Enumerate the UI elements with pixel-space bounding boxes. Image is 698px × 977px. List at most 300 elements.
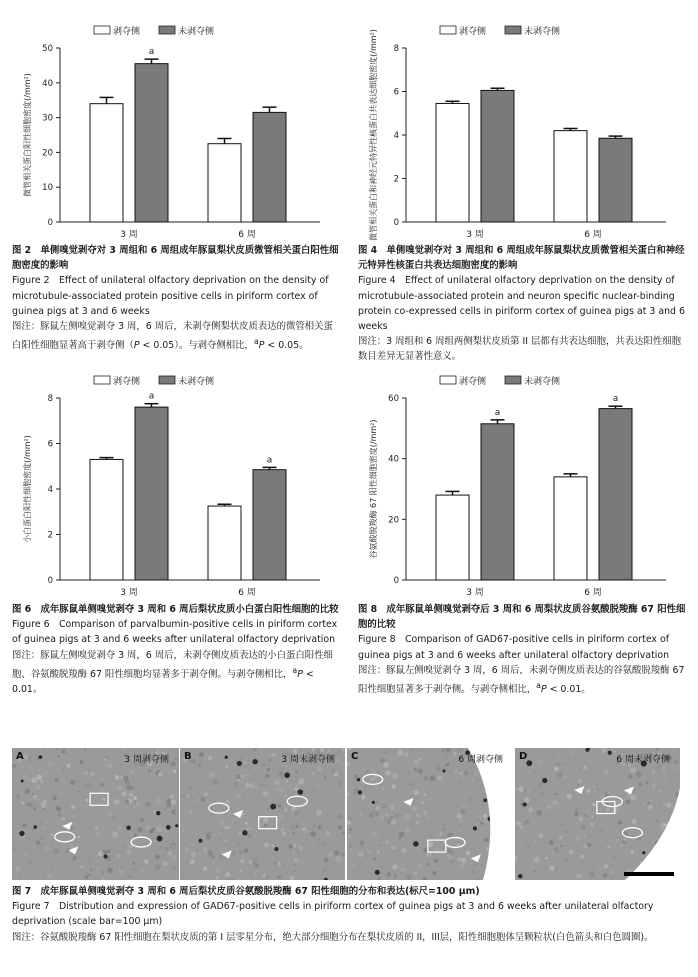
tissue-speckle	[547, 861, 549, 863]
fig4-y-tick-label-1: 2	[393, 174, 399, 185]
tissue-speckle	[443, 827, 446, 830]
tissue-speckle	[381, 851, 382, 852]
tissue-speckle	[472, 871, 475, 874]
tissue-speckle	[661, 827, 664, 830]
tissue-speckle	[250, 783, 255, 788]
tissue-speckle	[519, 826, 522, 829]
tissue-speckle	[21, 802, 24, 805]
tissue-speckle	[335, 856, 341, 862]
tissue-speckle	[596, 784, 598, 786]
tissue-speckle	[595, 799, 597, 801]
tissue-speckle	[87, 824, 89, 826]
tissue-speckle	[373, 857, 376, 860]
tissue-speckle	[414, 790, 419, 795]
tissue-speckle	[38, 817, 42, 821]
tissue-speckle	[393, 873, 397, 877]
tissue-speckle	[129, 832, 134, 837]
figure-4-zh-title: 图 4 单侧嗅觉剥夺对 3 周组和 6 周组成年豚鼠梨状皮质微管相关蛋白和神经元特异性核蛋白共表达细胞密度的影响	[358, 245, 685, 272]
tissue-speckle	[64, 817, 66, 819]
fig2-legend-swatch-0	[94, 26, 110, 34]
fig8-annotation-0: a	[494, 407, 501, 418]
tissue-speckle	[49, 875, 52, 878]
tissue-speckle	[324, 776, 326, 778]
tissue-speckle	[296, 783, 299, 786]
positive-cell	[156, 811, 161, 816]
tissue-speckle	[212, 779, 218, 785]
tissue-speckle	[137, 859, 142, 864]
tissue-speckle	[41, 871, 47, 877]
tissue-speckle	[557, 754, 562, 759]
tissue-speckle	[155, 798, 160, 803]
tissue-speckle	[121, 843, 127, 849]
tissue-speckle	[240, 859, 244, 863]
tissue-speckle	[78, 836, 80, 838]
tissue-speckle	[590, 823, 594, 827]
tissue-speckle	[239, 850, 243, 854]
fig2-y-tick-label-4: 40	[42, 78, 53, 89]
tissue-speckle	[671, 762, 672, 763]
tissue-speckle	[392, 864, 397, 869]
tissue-speckle	[203, 867, 207, 871]
tissue-speckle	[18, 872, 21, 875]
tissue-speckle	[368, 850, 370, 852]
positive-cell	[225, 756, 228, 759]
tissue-speckle	[191, 843, 193, 845]
tissue-speckle	[86, 782, 92, 788]
tissue-speckle	[142, 799, 143, 800]
tissue-speckle	[191, 759, 196, 764]
tissue-speckle	[229, 812, 231, 814]
tissue-speckle	[294, 787, 298, 791]
tissue-speckle	[292, 862, 296, 866]
tissue-speckle	[237, 779, 240, 782]
tissue-speckle	[26, 802, 30, 806]
tissue-speckle	[339, 796, 340, 797]
tissue-speckle	[137, 827, 143, 833]
tissue-speckle	[43, 808, 45, 810]
tissue-speckle	[675, 773, 677, 775]
tissue-speckle	[437, 775, 443, 781]
tissue-speckle	[191, 852, 196, 857]
tissue-speckle	[554, 847, 560, 853]
tissue-speckle	[555, 867, 559, 871]
figure-6-chart	[12, 372, 342, 602]
tissue-speckle	[274, 826, 275, 827]
fig2-y-tick-label-1: 10	[42, 183, 53, 194]
fig2-y-axis-label: 微管相关蛋白阳性细胞密度(/mm²)	[23, 73, 32, 197]
tissue-speckle	[366, 770, 368, 772]
fig4-x-tick-label-0: 3 周	[466, 230, 484, 240]
tissue-speckle	[48, 761, 54, 767]
tissue-speckle	[615, 765, 617, 767]
positive-cell	[242, 830, 247, 835]
positive-cell	[270, 804, 276, 810]
tissue-speckle	[441, 749, 445, 753]
tissue-speckle	[299, 856, 301, 858]
tissue-speckle	[460, 769, 461, 770]
tissue-speckle	[155, 864, 161, 870]
tissue-speckle	[463, 807, 465, 809]
tissue-speckle	[277, 862, 281, 866]
tissue-speckle	[127, 849, 132, 854]
panel-d-label: 6 周未剥夺侧	[616, 755, 670, 765]
tissue-speckle	[272, 753, 276, 757]
tissue-speckle	[390, 816, 392, 818]
tissue-speckle	[171, 855, 177, 861]
tissue-speckle	[107, 763, 113, 769]
figure-7-en-title: Figure 7 Distribution and expression of GAD67-positive cells in piriform cortex of guinea pigs at 3 and 6 weeks after unilateral olfactory deprivation (scale bar=100 μm)	[12, 901, 654, 928]
tissue-speckle	[14, 872, 18, 876]
tissue-speckle	[288, 844, 293, 849]
tissue-speckle	[55, 778, 59, 782]
tissue-speckle	[87, 765, 92, 770]
fig6-annotation-1: a	[266, 455, 273, 466]
positive-cell	[608, 751, 612, 755]
micrograph-b-image	[180, 748, 345, 880]
tissue-speckle	[313, 825, 315, 827]
positive-cell	[358, 790, 362, 794]
tissue-speckle	[579, 808, 580, 809]
tissue-speckle	[212, 861, 215, 864]
tissue-speckle	[536, 810, 542, 816]
tissue-speckle	[15, 867, 20, 872]
tissue-speckle	[53, 796, 57, 800]
tissue-speckle	[228, 826, 231, 829]
tissue-speckle	[186, 793, 190, 797]
tissue-speckle	[88, 751, 89, 752]
tissue-speckle	[132, 862, 135, 865]
fig2-legend-label-0: 剥夺侧	[113, 27, 141, 37]
tissue-speckle	[219, 855, 224, 860]
tissue-speckle	[114, 799, 120, 805]
tissue-speckle	[481, 806, 484, 809]
tissue-speckle	[302, 823, 304, 825]
tissue-speckle	[237, 793, 242, 798]
tissue-speckle	[245, 822, 248, 825]
tissue-speckle	[400, 867, 404, 871]
tissue-speckle	[112, 831, 118, 837]
micrograph-d-image	[515, 748, 680, 880]
positive-cell	[39, 755, 43, 759]
tissue-speckle	[483, 814, 488, 819]
tissue-speckle	[383, 762, 388, 767]
tissue-speckle	[610, 769, 615, 774]
tissue-speckle	[407, 771, 409, 773]
tissue-speckle	[516, 862, 520, 866]
tissue-speckle	[261, 824, 263, 826]
tissue-speckle	[145, 802, 150, 807]
tissue-speckle	[322, 842, 326, 846]
tissue-speckle	[575, 836, 581, 842]
tissue-speckle	[570, 821, 575, 826]
figure-2-note: 图注：豚鼠左侧嗅觉剥夺 3 周，6 周后，未剥夺侧梨状皮质表达的微管相关蛋白阳性细胞显著高于剥夺侧（P < 0.05）。与剥夺侧相比，$^a$P < 0.05。	[12, 321, 333, 352]
tissue-speckle	[255, 786, 257, 788]
tissue-speckle	[595, 791, 596, 792]
tissue-speckle	[325, 793, 328, 796]
figure-4-svg	[358, 22, 688, 244]
tissue-speckle	[663, 802, 666, 805]
fig8-y-tick-label-1: 20	[388, 515, 399, 526]
tissue-speckle	[170, 795, 174, 799]
tissue-speckle	[561, 824, 564, 827]
tissue-speckle	[204, 793, 207, 796]
tissue-speckle	[399, 836, 402, 839]
tissue-speckle	[174, 756, 178, 760]
tissue-speckle	[430, 775, 436, 781]
tissue-speckle	[262, 791, 268, 797]
tissue-speckle	[580, 855, 584, 859]
tissue-speckle	[528, 807, 533, 812]
tissue-speckle	[603, 810, 606, 813]
tissue-speckle	[417, 816, 419, 818]
tissue-speckle	[73, 822, 75, 824]
tissue-speckle	[385, 791, 390, 796]
tissue-speckle	[628, 774, 633, 779]
tissue-speckle	[442, 798, 444, 800]
tissue-speckle	[236, 774, 241, 779]
tissue-speckle	[112, 758, 114, 760]
tissue-speckle	[191, 797, 192, 798]
tissue-speckle	[252, 858, 258, 864]
tissue-speckle	[566, 845, 567, 846]
tissue-speckle	[575, 770, 577, 772]
tissue-speckle	[208, 756, 213, 761]
tissue-speckle	[131, 867, 135, 871]
figure-4-caption	[358, 243, 688, 365]
tissue-speckle	[369, 814, 373, 818]
tissue-speckle	[318, 806, 319, 807]
tissue-speckle	[248, 830, 251, 833]
tissue-speckle	[316, 748, 318, 750]
tissue-speckle	[297, 832, 298, 833]
tissue-speckle	[296, 844, 299, 847]
tissue-speckle	[242, 812, 245, 815]
tissue-speckle	[363, 864, 364, 865]
tissue-speckle	[426, 862, 430, 866]
tissue-speckle	[258, 856, 260, 858]
fig6-bar-0-0	[90, 459, 123, 580]
tissue-speckle	[580, 771, 581, 772]
tissue-speckle	[264, 823, 268, 827]
tissue-speckle	[390, 819, 396, 825]
tissue-speckle	[379, 844, 381, 846]
tissue-speckle	[659, 790, 662, 793]
tissue-speckle	[47, 876, 49, 878]
positive-cell	[175, 824, 178, 827]
tissue-speckle	[641, 853, 642, 854]
tissue-speckle	[423, 793, 426, 796]
tissue-speckle	[392, 773, 397, 778]
tissue-speckle	[115, 775, 120, 780]
figure-7-micrographs	[12, 748, 680, 880]
tissue-speckle	[425, 814, 427, 816]
tissue-speckle	[31, 802, 35, 806]
tissue-speckle	[631, 851, 634, 854]
positive-cell	[33, 825, 37, 829]
tissue-speckle	[519, 821, 520, 822]
tissue-speckle	[239, 869, 243, 873]
tissue-speckle	[42, 770, 48, 776]
tissue-speckle	[457, 823, 463, 829]
tissue-speckle	[524, 856, 526, 858]
tissue-speckle	[95, 831, 100, 836]
fig2-bar-0-0	[90, 104, 123, 222]
tissue-speckle	[586, 810, 590, 814]
tissue-speckle	[28, 861, 32, 865]
tissue-speckle	[646, 781, 649, 784]
tissue-speckle	[446, 807, 447, 808]
tissue-speckle	[243, 761, 248, 766]
tissue-speckle	[95, 826, 98, 829]
tissue-speckle	[561, 845, 563, 847]
tissue-speckle	[457, 804, 459, 806]
tissue-speckle	[52, 845, 54, 847]
tissue-speckle	[163, 861, 168, 866]
tissue-speckle	[557, 772, 563, 778]
tissue-speckle	[385, 818, 389, 822]
tissue-speckle	[473, 813, 476, 816]
tissue-speckle	[549, 788, 551, 790]
tissue-speckle	[564, 850, 565, 851]
tissue-speckle	[141, 807, 143, 809]
tissue-speckle	[340, 761, 345, 766]
tissue-speckle	[282, 832, 286, 836]
tissue-speckle	[228, 814, 230, 816]
tissue-speckle	[377, 850, 380, 853]
tissue-speckle	[27, 788, 29, 790]
tissue-speckle	[526, 789, 530, 793]
tissue-speckle	[91, 772, 94, 775]
tissue-speckle	[60, 792, 62, 794]
tissue-speckle	[224, 871, 226, 873]
tissue-speckle	[109, 839, 111, 841]
tissue-speckle	[240, 775, 243, 778]
tissue-speckle	[315, 783, 321, 789]
tissue-speckle	[469, 798, 474, 803]
fig6-x-tick-label-0: 3 周	[120, 588, 138, 598]
tissue-speckle	[238, 831, 242, 835]
tissue-speckle	[292, 832, 295, 835]
tissue-speckle	[338, 826, 342, 830]
tissue-speckle	[412, 806, 417, 811]
tissue-speckle	[215, 876, 218, 879]
tissue-speckle	[228, 822, 230, 824]
tissue-speckle	[268, 808, 269, 809]
tissue-speckle	[428, 798, 431, 801]
fig2-y-tick-label-2: 20	[42, 148, 53, 159]
tissue-speckle	[583, 845, 588, 850]
tissue-speckle	[521, 781, 524, 784]
tissue-speckle	[171, 844, 175, 848]
tissue-speckle	[38, 759, 42, 763]
tissue-speckle	[185, 847, 189, 851]
tissue-speckle	[579, 817, 583, 821]
tissue-speckle	[522, 818, 524, 820]
tissue-speckle	[643, 803, 645, 805]
tissue-speckle	[538, 833, 543, 838]
tissue-speckle	[212, 856, 215, 859]
tissue-speckle	[15, 794, 21, 800]
tissue-speckle	[439, 832, 442, 835]
tissue-speckle	[250, 869, 254, 873]
tissue-speckle	[399, 831, 405, 837]
tissue-speckle	[206, 799, 210, 803]
tissue-speckle	[460, 809, 466, 815]
tissue-speckle	[293, 870, 296, 873]
positive-cell	[585, 748, 589, 752]
tissue-speckle	[181, 874, 185, 878]
tissue-speckle	[53, 848, 59, 854]
tissue-speckle	[293, 810, 299, 816]
figure-6-zh-title: 图 6 成年豚鼠单侧嗅觉剥夺 3 周和 6 周后梨状皮质小白蛋白阳性细胞的比较	[12, 604, 339, 615]
tissue-speckle	[537, 854, 539, 856]
tissue-speckle	[168, 769, 173, 774]
tissue-speckle	[565, 831, 568, 834]
tissue-speckle	[44, 826, 46, 828]
tissue-speckle	[538, 783, 543, 788]
tissue-speckle	[381, 787, 384, 790]
tissue-speckle	[597, 875, 600, 878]
tissue-speckle	[460, 858, 466, 864]
tissue-speckle	[303, 801, 305, 803]
tissue-speckle	[50, 865, 55, 870]
fig6-y-tick-label-1: 2	[47, 530, 53, 541]
tissue-speckle	[432, 871, 436, 875]
fig4-bar-1-0	[554, 131, 587, 222]
tissue-speckle	[638, 782, 642, 786]
tissue-speckle	[257, 857, 258, 858]
fig4-legend-label-1: 未剥夺侧	[524, 27, 561, 37]
fig6-x-tick-label-1: 6 周	[238, 588, 256, 598]
panel-a-label: 3 周剥夺侧	[124, 755, 169, 765]
fig2-bar-0-1	[135, 64, 168, 222]
tissue-speckle	[286, 780, 289, 783]
tissue-speckle	[446, 768, 448, 770]
tissue-speckle	[412, 783, 414, 785]
tissue-speckle	[380, 759, 385, 764]
tissue-speckle	[615, 855, 617, 857]
tissue-speckle	[670, 799, 671, 800]
tissue-speckle	[332, 864, 334, 866]
tissue-speckle	[171, 762, 176, 767]
tissue-speckle	[324, 858, 328, 862]
tissue-speckle	[119, 868, 125, 874]
tissue-speckle	[461, 864, 464, 867]
tissue-speckle	[318, 823, 323, 828]
tissue-speckle	[204, 815, 207, 818]
positive-cell	[103, 854, 107, 858]
fig8-bar-1-0	[554, 477, 587, 580]
tissue-speckle	[118, 865, 120, 867]
tissue-speckle	[545, 856, 548, 859]
figure-6-en-title: Figure 6 Comparison of parvalbumin-positive cells in piriform cortex of guinea pigs at 3 and 6 weeks after unilateral olfactory deprivation	[12, 619, 338, 646]
tissue-speckle	[121, 791, 126, 796]
panel-a-letter: A	[16, 751, 24, 762]
tissue-speckle	[76, 775, 78, 777]
tissue-speckle	[457, 865, 461, 869]
tissue-speckle	[522, 820, 527, 825]
tissue-speckle	[217, 761, 220, 764]
tissue-speckle	[140, 818, 144, 822]
figure-8-caption	[358, 602, 688, 697]
tissue-speckle	[144, 859, 149, 864]
fig8-y-axis-label: 谷氨酸脱羧酶 67 阳性细胞密度(/mm²)	[369, 419, 378, 559]
tissue-speckle	[348, 817, 352, 821]
micrograph-panel-b	[180, 748, 345, 880]
tissue-speckle	[295, 848, 301, 854]
fig6-bar-1-1	[253, 470, 286, 580]
tissue-speckle	[372, 863, 374, 865]
